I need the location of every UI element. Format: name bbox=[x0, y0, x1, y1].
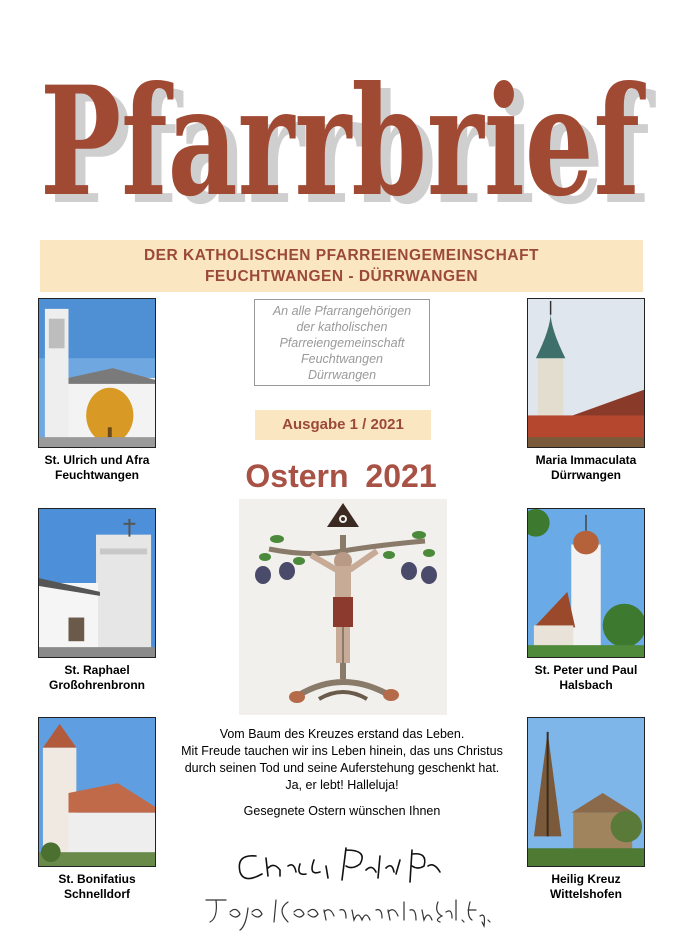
church-name-1: St. Ulrich und Afra bbox=[44, 453, 150, 467]
church-place-3: Schnelldorf bbox=[63, 887, 130, 901]
message-line-1: Vom Baum des Kreuzes erstand das Leben. bbox=[219, 727, 465, 741]
signature-1 bbox=[239, 848, 440, 882]
easter-message bbox=[170, 726, 514, 794]
address-line-2: der katholischen bbox=[296, 320, 388, 334]
church-place-4: Dürrwangen bbox=[550, 468, 621, 482]
subtitle-line-2: FEUCHTWANGEN - DÜRRWANGEN bbox=[204, 268, 479, 285]
church-name-5: St. Peter und Paul bbox=[534, 663, 638, 677]
masthead bbox=[20, 8, 660, 233]
address-line-3: Pfarreiengemeinschaft bbox=[279, 336, 405, 350]
church-card-st-bonifatius bbox=[31, 717, 163, 902]
church-photo-maria-immaculata bbox=[527, 298, 645, 448]
church-card-st-ulrich bbox=[31, 298, 163, 483]
church-name-3: St. Bonifatius bbox=[58, 872, 136, 886]
recipient-address-box bbox=[254, 299, 430, 386]
signatures bbox=[196, 836, 496, 936]
church-photo-st-peter-paul bbox=[527, 508, 645, 658]
church-place-6: Wittelshofen bbox=[550, 887, 622, 901]
subtitle-line-1: DER KATHOLISCHEN PFARREIENGEMEINSCHAFT bbox=[143, 247, 540, 264]
signature-2 bbox=[206, 900, 490, 930]
masthead-art bbox=[20, 8, 660, 233]
greeting: Gesegnete Ostern wünschen Ihnen bbox=[243, 804, 441, 818]
masthead-title-shadow: Pfarrbrief bbox=[50, 62, 657, 233]
church-name-4: Maria Immaculata bbox=[535, 453, 637, 467]
address-line-5: Dürrwangen bbox=[307, 368, 377, 382]
masthead-title: Pfarrbrief bbox=[40, 54, 647, 230]
signature-drawing bbox=[196, 836, 496, 936]
crucifix-photo bbox=[239, 499, 447, 715]
church-place-5: Halsbach bbox=[559, 678, 613, 692]
church-card-st-raphael bbox=[31, 508, 163, 693]
address-line-1: An alle Pfarrangehörigen bbox=[272, 304, 412, 318]
church-photo-st-bonifatius bbox=[38, 717, 156, 867]
church-photo-st-raphael bbox=[38, 508, 156, 658]
issue-label: Ausgabe 1 / 2021 bbox=[255, 410, 431, 440]
church-place-2: Großohrenbronn bbox=[49, 678, 145, 692]
church-name-6: Heilig Kreuz bbox=[551, 872, 621, 886]
message-line-2: Mit Freude tauchen wir ins Leben hinein, das uns Christus bbox=[181, 744, 503, 758]
subtitle-band bbox=[40, 240, 643, 292]
church-photo-heilig-kreuz bbox=[527, 717, 645, 867]
church-card-st-peter-paul bbox=[520, 508, 652, 693]
church-name-2: St. Raphael bbox=[64, 663, 130, 677]
message-line-3: durch seinen Tod und seine Auferstehung geschenkt hat. bbox=[184, 761, 500, 775]
church-photo-st-ulrich bbox=[38, 298, 156, 448]
church-card-maria-immaculata bbox=[520, 298, 652, 483]
crucifix-icon bbox=[239, 499, 447, 715]
church-place-1: Feuchtwangen bbox=[54, 468, 139, 482]
message-line-4: Ja, er lebt! Halleluja! bbox=[285, 778, 399, 792]
easter-title: Ostern 2021 bbox=[245, 458, 437, 494]
church-card-heilig-kreuz bbox=[520, 717, 652, 902]
address-line-4: Feuchtwangen bbox=[300, 352, 383, 366]
